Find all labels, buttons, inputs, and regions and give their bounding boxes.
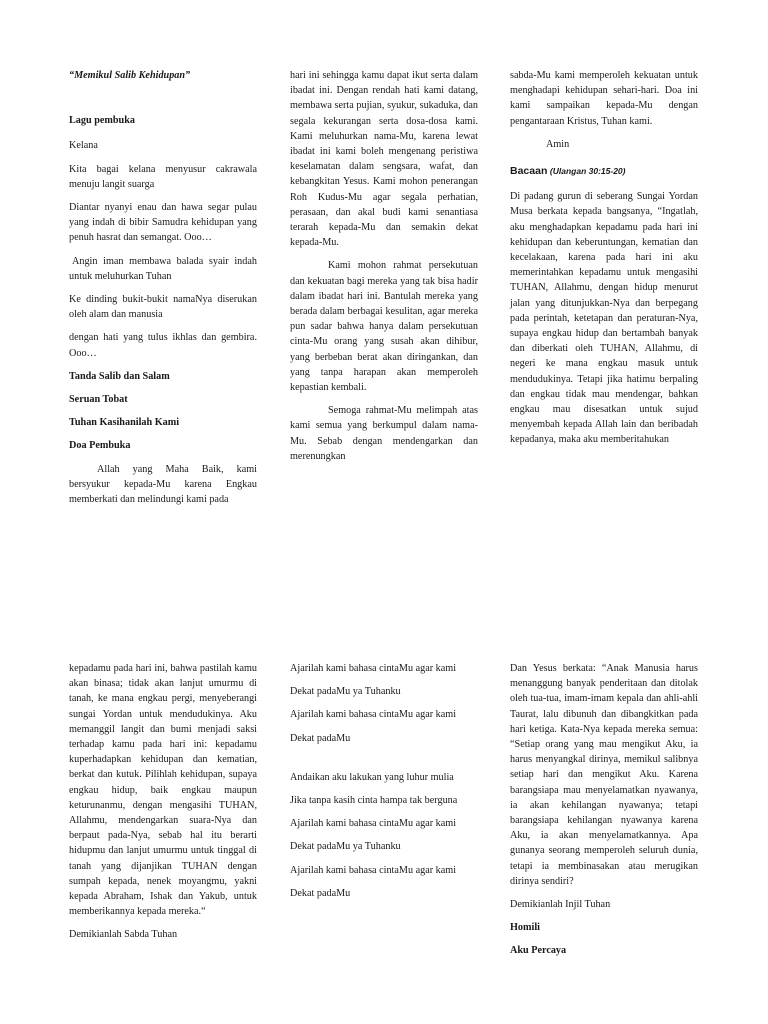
lyric-paragraph: dengan hati yang tulus ikhlas dan gembira. Ooo…	[69, 332, 257, 359]
reading-label: Bacaan	[510, 165, 548, 178]
heading-tuhan-kasihanilah: Tuhan Kasihanilah Kami	[69, 417, 180, 429]
lyric-paragraph: Ke dinding bukit-bukit namaNya diserukan oleh alam dan manusia	[69, 294, 257, 321]
prayer-paragraph: Kami mohon rahmat persekutuan dan kekuatan bagi mereka yang tak bisa hadir dalam ibadat hari ini. Bantulah mereka yang berada dalam berbagai kesulitan, agar mereka pun sadar bahwa hanya dalam persekutuan cinta-Mu orang yang susah akan dihibur, yang berbeban berat akan diringankan, dan yang tanpa harapan akan memperoleh kepastian kembali.	[290, 260, 478, 394]
heading-lagu-pembuka: Lagu pembuka	[69, 115, 135, 127]
column-1-bottom	[69, 661, 257, 951]
column-2-bottom	[290, 661, 478, 909]
hymn-line: Ajarilah kami bahasa cintaMu agar kami	[290, 864, 457, 876]
reading-closing: Demikianlah Sabda Tuhan	[69, 929, 178, 941]
hymn-line: Dekat padaMu	[290, 887, 351, 899]
hymn-line: Ajarilah kami bahasa cintaMu agar kami	[290, 709, 457, 721]
prayer-paragraph: Allah yang Maha Baik, kami bersyukur kepada-Mu karena Engkau memberkati dan melindungi kami pada	[69, 463, 257, 506]
hymn-line: Andaikan aku lakukan yang luhur mulia	[290, 771, 454, 783]
lyric-paragraph: Angin iman membawa balada syair indah untuk meluhurkan Tuhan	[69, 255, 257, 282]
heading-aku-percaya: Aku Percaya	[510, 945, 567, 957]
reading-reference: (Ulangan 30:15-20)	[549, 166, 626, 177]
prayer-paragraph: sabda-Mu kami memperoleh kekuatan untuk menghadapi kehidupan sehari-hari. Doa ini kami sampaikan kepada-Mu dengan pengantaraan Kristus, Tuhan kami.	[510, 70, 698, 127]
column-3-bottom	[510, 661, 698, 967]
column-2-top	[290, 68, 478, 472]
lyric-paragraph: Diantar nyanyi enau dan hawa segar pulau yang indah di bibir Samudra kehidupan yang penuh hasrat dan semangat. Ooo…	[69, 202, 257, 244]
column-1-top	[69, 68, 257, 515]
hymn-line: Jika tanpa kasih cinta hampa tak berguna	[290, 795, 458, 807]
gospel-closing: Demikianlah Injil Tuhan	[510, 899, 611, 911]
gospel-paragraph: Dan Yesus berkata: “Anak Manusia harus menanggung banyak penderitaan dan ditolak oleh tua-tua, imam-imam kepala dan ahli-ahli Taurat, lalu dibunuh dan dibangkitkan pada hari ketiga. Kata-Nya kepada mereka semua: “Setiap orang yang mau mengikut Aku, ia harus menyangkal dirinya, memikul salibnya setiap hari dan mengikut Aku. Karena barangsiapa mau menyelamatkan nyawanya, ia akan kehilangan nyawanya; tetapi barangsiapa kehilangan nyawanya karena Aku, ia akan menyelamatkannya. Apa gunanya seorang memperoleh seluruh dunia, tetapi ia membinasakan atau merugikan dirinya sendiri?	[510, 663, 698, 887]
amen-text: Amin	[546, 138, 570, 150]
column-3-top	[510, 68, 698, 456]
reading-paragraph: kepadamu pada hari ini, bahwa pastilah kamu akan binasa; tidak akan lanjut umurmu di tanah, ke mana engkau pergi, menyeberangi sungai Yordan untuk mendudukinya. Aku memanggil langit dan bumi menjadi saksi terhadap kamu pada hari ini: kepadamu kuperhadapkan kehidupan dan kematian, berkat dan kutuk. Pilihlah kehidupan, supaya engkau hidup, baik engkau maupun keturunanmu, dengan mengasihi TUHAN, Allahmu, mendengarkan suara-Nya dan berpaut pada-Nya, sebab hal itu berarti hidupmu dan lanjut umurmu untuk tinggal di tanah yang dijanjikan TUHAN dengan sumpah kepada, nenek moyangmu, yakni kepada Abraham, Ishak dan Yakub, untuk memberikannya kepada mereka.“	[69, 663, 257, 918]
song-title: Kelana	[69, 140, 98, 152]
hymn-line: Dekat padaMu	[290, 732, 351, 744]
prayer-paragraph: Semoga rahmat-Mu melimpah atas kami semua yang berkumpul dalam nama-Mu. Sebab dengan mendengarkan dan merenungkan	[290, 405, 478, 462]
heading-seruan-tobat: Seruan Tobat	[69, 394, 128, 406]
hymn-line: Dekat padaMu ya Tuhanku	[290, 841, 401, 853]
lyric-paragraph: Kita bagai kelana menyusur cakrawala menuju langit suarga	[69, 163, 257, 190]
prayer-paragraph: hari ini sehingga kamu dapat ikut serta dalam ibadat ini. Dengan rendah hati kami datang, membawa serta pujian, syukur, sukaduka, dan segala kekurangan serta dosa-dosa kami. Kami meluhurkan nama-Mu, karena lewat ibadat ini kami boleh mengenang peristiwa keselamatan dalam sengsara, wafat, dan kebangkitan Yesus. Kami mohon penerangan Roh Kudus-Mu agar segala perhatian, perasaan, dan akal budi kami senantiasa terarah kepada-Mu dan semakin dekat kepada-Mu.	[290, 70, 478, 249]
document-title: “Memikul Salib Kehidupan”	[69, 70, 191, 81]
heading-tanda-salib: Tanda Salib dan Salam	[69, 370, 170, 382]
hymn-line: Dekat padaMu ya Tuhanku	[290, 686, 401, 698]
hymn-line: Ajarilah kami bahasa cintaMu agar kami	[290, 818, 457, 830]
reading-heading	[510, 164, 698, 179]
heading-homili: Homili	[510, 922, 540, 934]
heading-doa-pembuka: Doa Pembuka	[69, 440, 131, 452]
hymn-line: Ajarilah kami bahasa cintaMu agar kami	[290, 663, 457, 674]
reading-paragraph: Di padang gurun di seberang Sungai Yordan Musa berkata kepada bangsanya, “Ingatlah, aku menghadapkan kepadamu pada hari ini kehidupan dan keberuntungan, kematian dan kecelakaan, karena pada hari ini aku memerintahkan kepadamu untuk mengasihi TUHAN, Allahmu, dengan hidup menurut jalan yang ditunjukkan-Nya dan berpegang pada perintah, ketetapan dan peraturan-Nya, supaya engkau hidup dan bertambah banyak dan diberkati oleh TUHAN, Allahmu, di negeri ke mana engkau masuk untuk mendudukinya. Tetapi jika hatimu berpaling dan engkau tidak mau mendengar, bahkan engkau mau disesatkan untuk sujud menyembah kepada Allah lain dan beribadah kepadanya, maka aku memberitahukan	[510, 191, 698, 446]
